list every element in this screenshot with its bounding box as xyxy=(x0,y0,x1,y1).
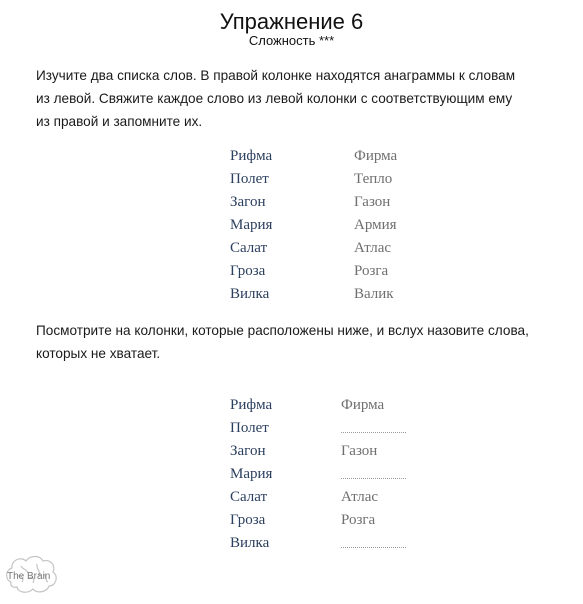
word-pair-row xyxy=(0,417,583,440)
word-pair-row xyxy=(0,191,583,214)
right-word: Розга xyxy=(354,263,389,279)
word-pair-row xyxy=(0,168,583,191)
exercise-title: Упражнение 6 xyxy=(219,9,364,34)
left-word: Мария xyxy=(230,466,273,482)
missing-word-blank xyxy=(341,547,406,548)
word-pair-row xyxy=(0,145,583,168)
instruction-paragraph-1 xyxy=(36,64,556,133)
difficulty-label: Сложность *** xyxy=(248,33,335,48)
left-word: Полет xyxy=(230,171,269,187)
left-word: Гроза xyxy=(230,512,266,528)
left-word: Вилка xyxy=(230,535,270,551)
right-word: Газон xyxy=(341,443,378,459)
instruction-paragraph-2 xyxy=(36,319,556,365)
right-word: Армия xyxy=(354,217,397,233)
word-pair-row xyxy=(0,283,583,306)
instruction-line: Изучите два списка слов. В правой колонке находятся анаграммы к словам xyxy=(36,68,516,83)
word-pair-row xyxy=(0,440,583,463)
left-word: Салат xyxy=(230,240,268,256)
left-word: Гроза xyxy=(230,263,266,279)
right-word: Фирма xyxy=(341,397,385,413)
word-pair-row xyxy=(0,260,583,283)
right-word: Фирма xyxy=(354,148,398,164)
word-pair-row xyxy=(0,214,583,237)
right-word: Розга xyxy=(341,512,376,528)
left-word: Мария xyxy=(230,217,273,233)
anagram-table-full xyxy=(0,145,583,306)
word-pair-row xyxy=(0,532,583,555)
word-pair-row xyxy=(0,237,583,260)
instruction-line: которых не хватает. xyxy=(36,346,161,361)
instruction-line: из левой. Свяжите каждое слово из левой колонки с соответствующим ему xyxy=(36,91,513,106)
word-pair-row xyxy=(0,486,583,509)
watermark-text: The Brain xyxy=(7,571,51,582)
right-word: Газон xyxy=(354,194,391,210)
word-pair-row xyxy=(0,463,583,486)
left-word: Рифма xyxy=(230,397,273,413)
instruction-line: Посмотрите на колонки, которые расположены ниже, и вслух назовите слова, xyxy=(36,323,529,338)
word-pair-row xyxy=(0,509,583,532)
instruction-line: из правой и запомните их. xyxy=(36,114,203,129)
left-word: Рифма xyxy=(230,148,273,164)
word-pair-row xyxy=(0,394,583,417)
left-word: Загон xyxy=(230,443,266,459)
missing-word-blank xyxy=(341,478,406,479)
left-word: Вилка xyxy=(230,286,270,302)
right-word: Атлас xyxy=(341,489,379,505)
left-word: Загон xyxy=(230,194,266,210)
right-word: Атлас xyxy=(354,240,392,256)
anagram-table-missing xyxy=(0,394,583,555)
right-word: Валик xyxy=(354,286,394,302)
left-word: Полет xyxy=(230,420,269,436)
right-word: Тепло xyxy=(354,171,393,187)
missing-word-blank xyxy=(341,432,406,433)
left-word: Салат xyxy=(230,489,268,505)
